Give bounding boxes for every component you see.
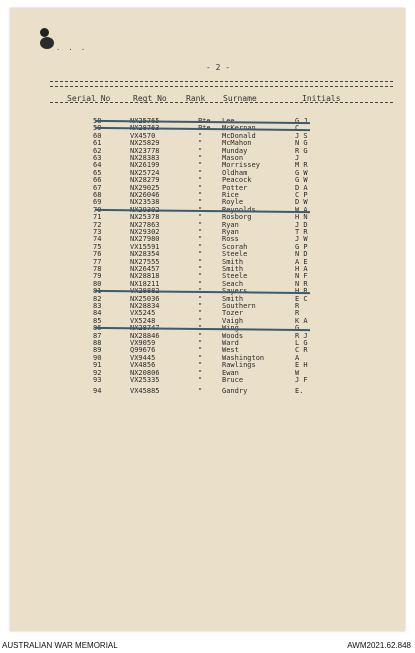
- regt-no-cell: NX28834: [130, 302, 160, 310]
- regt-no-cell: NX25829: [130, 139, 160, 148]
- surname-cell: Vaigh: [222, 316, 244, 325]
- serial-cell: 73: [93, 228, 102, 236]
- punch-hole-icon: [40, 28, 49, 37]
- surname-cell: Ward: [222, 339, 239, 347]
- hole-marks: · · ·: [56, 46, 88, 54]
- initials-cell: C R: [295, 346, 308, 355]
- table-row: [10, 229, 405, 236]
- initials-cell: N R: [295, 279, 308, 288]
- serial-cell: 75: [93, 242, 102, 251]
- surname-cell: Royle: [222, 198, 244, 207]
- initials-cell: R G: [295, 146, 308, 155]
- header-initials: Initials: [302, 94, 341, 103]
- rank-cell: ": [198, 265, 203, 273]
- surname-cell: Sayers: [222, 287, 248, 296]
- surname-cell: Oldham: [222, 168, 248, 177]
- punch-hole-icon: [40, 37, 54, 49]
- rank-cell: ": [198, 154, 203, 162]
- table-row: [10, 318, 405, 325]
- surname-cell: Peacock: [222, 176, 252, 185]
- serial-cell: 81: [93, 287, 102, 296]
- regt-no-cell: NX28747: [130, 324, 160, 333]
- header-surname: Surname: [223, 94, 257, 103]
- regt-no-cell: NX28383: [130, 154, 160, 162]
- serial-cell: 70: [93, 205, 102, 214]
- rank-cell: ": [198, 346, 203, 355]
- initials-cell: C: [295, 124, 300, 133]
- initials-cell: G: [295, 324, 300, 333]
- regt-no-cell: NX25765: [130, 117, 160, 125]
- regt-no-cell: VX28882: [130, 287, 160, 296]
- serial-cell: 78: [93, 265, 102, 273]
- table-row: [10, 303, 405, 310]
- table-row: [10, 162, 405, 169]
- table-row: [10, 155, 405, 162]
- initials-cell: H N: [295, 213, 308, 222]
- rank-cell: ": [198, 146, 203, 155]
- regt-no-cell: NX27863: [130, 220, 160, 229]
- table-row: [10, 236, 405, 243]
- surname-cell: Wing: [222, 324, 239, 333]
- table-row: [10, 388, 405, 395]
- rank-cell: ": [198, 339, 203, 347]
- rank-cell: Pte: [198, 117, 211, 125]
- initials-cell: K A: [295, 316, 308, 325]
- rank-cell: ": [198, 205, 203, 214]
- table-row: [10, 185, 405, 192]
- surname-cell: Mason: [222, 154, 244, 162]
- initials-cell: E C: [295, 294, 308, 303]
- surname-cell: Steele: [222, 250, 248, 259]
- regt-no-cell: VX4570: [130, 131, 156, 140]
- initials-cell: J W: [295, 235, 308, 244]
- table-row: [10, 370, 405, 377]
- regt-no-cell: NX29302: [130, 205, 160, 214]
- initials-cell: E.: [295, 387, 304, 396]
- surname-cell: Bruce: [222, 376, 244, 384]
- table-row: [10, 340, 405, 347]
- regt-no-cell: NX25378: [130, 213, 160, 222]
- serial-cell: 82: [93, 294, 102, 303]
- surname-cell: Potter: [222, 183, 248, 192]
- serial-cell: 65: [93, 168, 102, 177]
- rank-cell: ": [198, 272, 203, 281]
- serial-cell: 76: [93, 250, 102, 259]
- initials-cell: H A: [295, 265, 308, 273]
- surname-cell: Smith: [222, 294, 244, 303]
- table-row: [10, 170, 405, 177]
- regt-no-cell: NX27980: [130, 235, 160, 244]
- serial-cell: 60: [93, 131, 102, 140]
- rank-cell: ": [198, 191, 203, 199]
- rank-cell: ": [198, 294, 203, 303]
- rank-cell: ": [198, 131, 203, 140]
- table-row: [10, 125, 405, 132]
- regt-no-cell: Q99676: [130, 346, 156, 355]
- serial-cell: 93: [93, 376, 102, 384]
- regt-no-cell: VX25335: [130, 376, 160, 384]
- serial-cell: 63: [93, 154, 102, 162]
- table-row: [10, 310, 405, 317]
- regt-no-cell: NX20806: [130, 368, 160, 377]
- surname-cell: Rawlings: [222, 361, 256, 370]
- serial-cell: 72: [93, 220, 102, 229]
- initials-cell: G W: [295, 168, 308, 177]
- initials-cell: C P: [295, 191, 308, 199]
- rank-cell: ": [198, 235, 203, 244]
- regt-no-cell: NX23778: [130, 146, 160, 155]
- rank-cell: ": [198, 287, 203, 296]
- table-row: [10, 177, 405, 184]
- rank-cell: ": [198, 376, 203, 384]
- regt-no-cell: NX28818: [130, 272, 160, 281]
- rank-cell: ": [198, 183, 203, 192]
- surname-cell: Rice: [222, 191, 239, 199]
- table-row: [10, 259, 405, 266]
- initials-cell: R: [295, 309, 300, 318]
- serial-cell: 84: [93, 309, 102, 318]
- surname-cell: Ross: [222, 235, 239, 244]
- serial-cell: 88: [93, 339, 102, 347]
- serial-cell: 90: [93, 353, 102, 362]
- rank-cell: ": [198, 316, 203, 325]
- serial-cell: 92: [93, 368, 102, 377]
- rank-cell: ": [198, 242, 203, 251]
- initials-cell: H R: [295, 287, 308, 296]
- surname-cell: Tozer: [222, 309, 244, 318]
- regt-no-cell: NX26457: [130, 265, 160, 273]
- serial-cell: 61: [93, 139, 102, 148]
- rank-cell: ": [198, 176, 203, 185]
- header-rank: Rank: [186, 94, 206, 103]
- table-row: [10, 296, 405, 303]
- table-row: [10, 266, 405, 273]
- table-row: [10, 355, 405, 362]
- surname-cell: McDonald: [222, 131, 256, 140]
- initials-cell: N F: [295, 272, 308, 281]
- divider: [50, 81, 393, 82]
- initials-cell: R J: [295, 331, 308, 340]
- rank-cell: ": [198, 353, 203, 362]
- serial-cell: 85: [93, 316, 102, 325]
- initials-cell: M R: [295, 161, 308, 170]
- regt-no-cell: NX26199: [130, 161, 160, 170]
- table-row: [10, 133, 405, 140]
- surname-cell: Scorah: [222, 242, 248, 251]
- serial-cell: 79: [93, 272, 102, 281]
- rank-cell: ": [198, 161, 203, 170]
- table-row: [10, 140, 405, 147]
- rank-cell: ": [198, 257, 203, 266]
- serial-cell: 59: [93, 124, 102, 133]
- table-row: [10, 207, 405, 214]
- serial-cell: 86: [93, 324, 102, 333]
- surname-cell: Southern: [222, 302, 256, 310]
- header-serial: Serial No: [67, 94, 111, 103]
- serial-cell: 64: [93, 161, 102, 170]
- table-row: [10, 288, 405, 295]
- surname-cell: McMahon: [222, 139, 252, 148]
- serial-cell: 80: [93, 279, 102, 288]
- serial-cell: 58: [93, 117, 102, 125]
- surname-cell: Seach: [222, 279, 244, 288]
- divider: [50, 86, 393, 87]
- serial-cell: 66: [93, 176, 102, 185]
- rank-cell: ": [198, 324, 203, 333]
- initials-cell: G J: [295, 117, 308, 125]
- surname-cell: Reynolds: [222, 205, 256, 214]
- rank-cell: Pte: [198, 124, 211, 133]
- rank-cell: ": [198, 309, 203, 318]
- table-row: [10, 333, 405, 340]
- serial-cell: 71: [93, 213, 102, 222]
- surname-cell: Ewan: [222, 368, 239, 377]
- regt-no-cell: NX29302: [130, 228, 160, 236]
- rank-cell: ": [198, 250, 203, 259]
- table-row: [10, 222, 405, 229]
- footer-right: AWM2021.62.848: [347, 641, 411, 650]
- footer-left: AUSTRALIAN WAR MEMORIAL: [2, 641, 118, 650]
- regt-no-cell: NX27555: [130, 257, 160, 266]
- regt-no-cell: NX25036: [130, 294, 160, 303]
- initials-cell: N G: [295, 139, 308, 148]
- regt-no-cell: NX18211: [130, 279, 160, 288]
- serial-cell: 94: [93, 387, 102, 396]
- initials-cell: D W: [295, 198, 308, 207]
- regt-no-cell: NX29025: [130, 183, 160, 192]
- table-row: [10, 347, 405, 354]
- initials-cell: A E: [295, 257, 308, 266]
- table-row: [10, 281, 405, 288]
- serial-cell: 74: [93, 235, 102, 244]
- initials-cell: J S: [295, 131, 308, 140]
- initials-cell: J F: [295, 376, 308, 384]
- table-row: [10, 251, 405, 258]
- rank-cell: ": [198, 368, 203, 377]
- surname-cell: Morrissey: [222, 161, 260, 170]
- rank-cell: ": [198, 228, 203, 236]
- rank-cell: ": [198, 302, 203, 310]
- surname-cell: Smith: [222, 265, 244, 273]
- serial-cell: 67: [93, 183, 102, 192]
- surname-cell: Gandry: [222, 387, 248, 396]
- serial-cell: 87: [93, 331, 102, 340]
- rank-cell: ": [198, 331, 203, 340]
- regt-no-cell: VX9059: [130, 339, 156, 347]
- regt-no-cell: VX9445: [130, 353, 156, 362]
- rank-cell: ": [198, 279, 203, 288]
- surname-cell: Ryan: [222, 220, 239, 229]
- rank-cell: ": [198, 213, 203, 222]
- regt-no-cell: VX4856: [130, 361, 156, 370]
- regt-no-cell: NX28354: [130, 250, 160, 259]
- rank-cell: ": [198, 387, 203, 396]
- surname-cell: Smith: [222, 257, 244, 266]
- initials-cell: D A: [295, 183, 308, 192]
- initials-cell: R: [295, 302, 300, 310]
- initials-cell: N D: [295, 250, 308, 259]
- table-row: [10, 273, 405, 280]
- table-row: [10, 199, 405, 206]
- serial-cell: 62: [93, 146, 102, 155]
- serial-cell: 89: [93, 346, 102, 355]
- table-row: [10, 377, 405, 384]
- regt-no-cell: NX28763: [130, 124, 160, 133]
- regt-no-cell: VX45885: [130, 387, 160, 396]
- rank-cell: ": [198, 220, 203, 229]
- serial-cell: 83: [93, 302, 102, 310]
- surname-cell: West: [222, 346, 239, 355]
- initials-cell: E H: [295, 361, 308, 370]
- serial-cell: 68: [93, 191, 102, 199]
- table-row: [10, 148, 405, 155]
- initials-cell: W: [295, 368, 300, 377]
- surname-cell: Woods: [222, 331, 244, 340]
- table-row: [10, 325, 405, 332]
- rank-cell: ": [198, 361, 203, 370]
- regt-no-cell: VX5245: [130, 309, 156, 318]
- regt-no-cell: NX28279: [130, 176, 160, 185]
- regt-no-cell: NX25724: [130, 168, 160, 177]
- table-row: [10, 192, 405, 199]
- surname-cell: Lee: [222, 117, 235, 125]
- surname-cell: Washington: [222, 353, 265, 362]
- initials-cell: J: [295, 154, 300, 162]
- initials-cell: G P: [295, 242, 308, 251]
- initials-cell: L G: [295, 339, 308, 347]
- table-row: [10, 362, 405, 369]
- surname-cell: McKernan: [222, 124, 256, 133]
- regt-no-cell: VX5248: [130, 316, 156, 325]
- serial-cell: 69: [93, 198, 102, 207]
- divider: [50, 102, 393, 103]
- document-page: [10, 8, 405, 631]
- initials-cell: A: [295, 353, 300, 362]
- surname-cell: Steele: [222, 272, 248, 281]
- serial-cell: 91: [93, 361, 102, 370]
- initials-cell: T R: [295, 228, 308, 236]
- initials-cell: W A: [295, 205, 308, 214]
- regt-no-cell: NX23538: [130, 198, 160, 207]
- regt-no-cell: VX15591: [130, 242, 160, 251]
- initials-cell: J D: [295, 220, 308, 229]
- surname-cell: Munday: [222, 146, 248, 155]
- surname-cell: Ryan: [222, 228, 239, 236]
- table-row: [10, 244, 405, 251]
- regt-no-cell: NX28846: [130, 331, 160, 340]
- rank-cell: ": [198, 198, 203, 207]
- header-regt: Regt No: [133, 94, 167, 103]
- regt-no-cell: NX26046: [130, 191, 160, 199]
- rank-cell: ": [198, 168, 203, 177]
- page-number: - 2 -: [206, 63, 231, 72]
- rank-cell: ": [198, 139, 203, 148]
- surname-cell: Rosborg: [222, 213, 252, 222]
- table-row: [10, 214, 405, 221]
- serial-cell: 77: [93, 257, 102, 266]
- initials-cell: G W: [295, 176, 308, 185]
